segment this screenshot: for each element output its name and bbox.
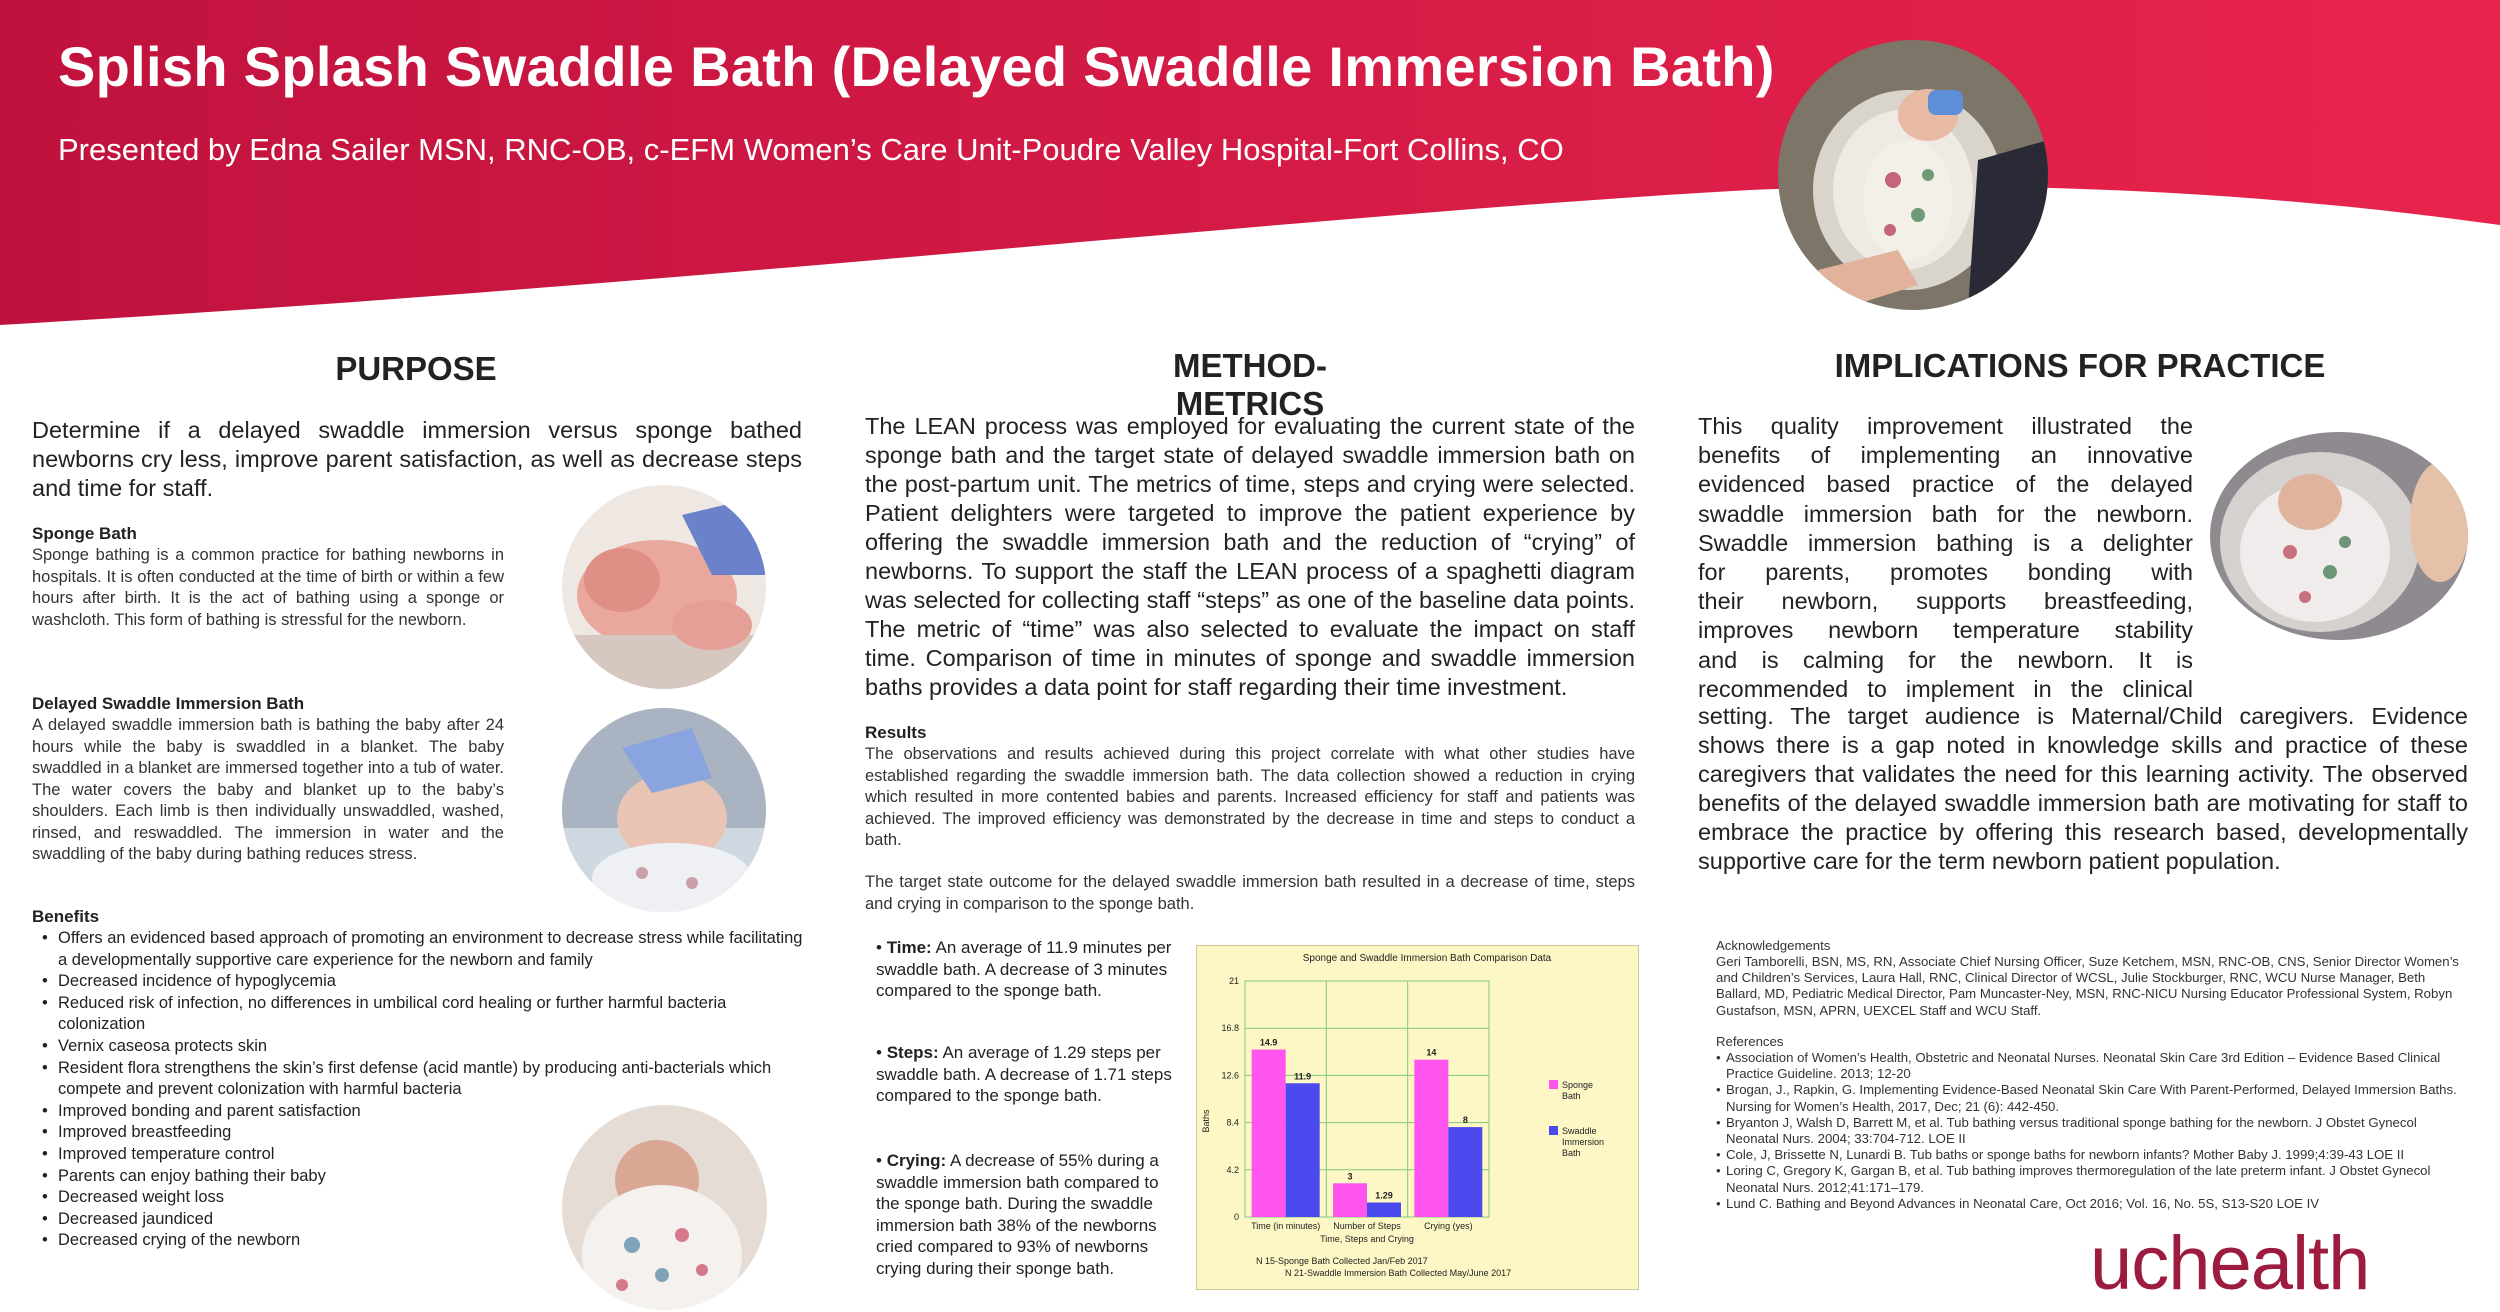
list-item: • Resident flora strengthens the skin’s first defense (acid mantle) by producing anti-bacterials which compete and prevent colonization with harmful bacteria	[32, 1058, 812, 1101]
metric-text: An average of 11.9 minutes per swaddle bath. A decrease of 3 minutes compared to the sponge bath.	[876, 938, 1172, 1000]
results-text: The observations and results achieved during this project correlate with what other studies have established regarding the swaddle immersion bath. The data collection showed a reduction in crying which resulted in more contented babies and parents. Increased efficiency for staff and patients was achieved. The improved efficiency was demonstrated by the decrease in time and steps to conduct a bath.	[865, 745, 1635, 849]
presenter-line: Presented by Edna Sailer MSN, RNC-OB, c-EFM Women’s Care Unit-Poudre Valley Hospital-Fort Collins, CO	[58, 132, 1564, 167]
chart-xlabel: Time, Steps and Crying	[1320, 1234, 1414, 1244]
purpose-intro: Determine if a delayed swaddle immersion versus sponge bathed newborns cry less, improve parent satisfaction, as well as decrease steps and time for staff.	[32, 417, 802, 501]
implications-heading: IMPLICATIONS FOR PRACTICE	[1834, 347, 2326, 384]
y-tick-label: 12.6	[1221, 1070, 1239, 1081]
header-baby-photo	[1778, 40, 2048, 310]
list-item: • Decreased jaundiced	[32, 1209, 812, 1231]
chart-ylabel: Baths	[1201, 1109, 1211, 1133]
metric-steps: • Steps: An average of 1.29 steps per swaddle bath. A decrease of 1.71 steps compared to the sponge bath.	[876, 1043, 1172, 1105]
purpose-heading: PURPOSE	[335, 350, 497, 387]
y-tick-label: 16.8	[1221, 1023, 1239, 1034]
method-heading: METHOD-METRICS	[1173, 347, 1327, 422]
list-item: • Vernix caseosa protects skin	[32, 1036, 812, 1058]
sponge-bath-text: Sponge bathing is a common practice for bathing newborns in hospitals. It is often conducted at the time of birth or within a few hours after birth. It is the act of bathing using a sponge or washcloth. This form of bathing is stressful for the newborn.	[32, 546, 504, 629]
list-item: • Reduced risk of infection, no differences in umbilical cord healing or further harmful bacteria colonization	[32, 993, 812, 1036]
data-label: 1.29	[1375, 1190, 1393, 1201]
data-label: 8	[1462, 1115, 1468, 1126]
list-item: • Cole, J, Brissette N, Lunardi B. Tub baths or sponge baths for newborn infants? Mother Baby J. 1999;4:39-43 LOE II	[1716, 1147, 2468, 1163]
data-label: 14.9	[1259, 1037, 1278, 1048]
acknowledgements-heading: Acknowledgements	[1716, 938, 1831, 953]
parent-baby-photo	[2210, 432, 2468, 640]
list-item: • Offers an evidenced based approach of promoting an environment to decrease stress while facilitating a developmentally supportive care experience for the newborn and family	[32, 928, 812, 971]
target-state-text: The target state outcome for the delayed swaddle immersion bath resulted in a decrease of time, steps and crying in comparison to the sponge bath.	[865, 873, 1635, 913]
chart-note: N 15-Sponge Bath Collected Jan/Feb 2017	[1256, 1256, 1428, 1266]
implications-line: evidenced based practice of the delayed	[1698, 471, 2193, 498]
legend-label: Bath	[1562, 1091, 1581, 1101]
data-label: 14	[1426, 1047, 1437, 1058]
legend-label: Immersion	[1562, 1137, 1605, 1147]
list-item: • Improved breastfeeding	[32, 1122, 812, 1144]
legend-swatch	[1549, 1126, 1558, 1135]
y-tick-label: 0	[1233, 1212, 1239, 1222]
method-intro: The LEAN process was employed for evaluating the current state of the sponge bath and the target state of delayed swaddle immersion bath on the post-partum unit. The metrics of time, steps and crying were selected. Patient delighters were targeted to improve the patient experience by offering the swaddle immersion bath and the reduction of “crying” of newborns. To support the staff the LEAN process of a spaghetti diagram was selected for collecting staff “steps” as one of the baseline data points. The metric of “time” was also selected to evaluate the impact on staff time. Comparison of time in minutes of sponge and swaddle immersion baths provides a data point for staff regarding their time investment.	[865, 413, 1635, 700]
list-item: • Association of Women’s Health, Obstetric and Neonatal Nurses. Neonatal Skin Care 3rd Edition – Evidence Based Clinical Practice Guideline. 2013; 12-20	[1716, 1050, 2468, 1082]
metric-crying: • Crying: A decrease of 55% during a swaddle immersion bath compared to the sponge bath. During the swaddle immersion bath 38% of the newborns cried compared to 93% of newborns crying during their sponge bath.	[876, 1151, 1159, 1278]
metric-text: A decrease of 55% during a swaddle immersion bath compared to the sponge bath. During the swaddle immersion bath 38% of the newborns cried compared to 93% of newborns crying during their sponge bath.	[876, 1151, 1159, 1278]
references-heading: References	[1716, 1034, 1784, 1049]
metric-time: • Time: An average of 11.9 minutes per swaddle bath. A decrease of 3 minutes compared to the sponge bath.	[876, 938, 1172, 1000]
metric-label: Crying:	[886, 1151, 947, 1170]
swaddled-baby-photo	[562, 1105, 767, 1310]
delayed-bath-heading: Delayed Swaddle Immersion Bath	[32, 694, 305, 713]
implications-text-narrow	[1698, 412, 2193, 704]
x-tick-label: Crying (yes)	[1424, 1221, 1473, 1231]
bar-swaddle	[1286, 1083, 1320, 1217]
immersion-bath-photo	[562, 708, 766, 912]
uchealth-logo: uchealth	[2090, 1221, 2370, 1306]
implications-line: their newborn, supports breastfeeding,	[1698, 588, 2193, 615]
list-item: • Loring C, Gregory K, Gargan B, et al. Tub bathing improves thermoregulation of the late preterm infant. J Obstet Gynecol Neonatal Nurs. 2012;41:171–179.	[1716, 1163, 2468, 1195]
bar-sponge	[1414, 1060, 1448, 1217]
results-heading: Results	[865, 723, 927, 742]
implications-line: swaddle immersion bath for the newborn.	[1698, 500, 2193, 527]
implications-line: Swaddle immersion bathing is a delighter	[1698, 529, 2193, 556]
list-item: • Lund C. Bathing and Beyond Advances in Neonatal Care, Oct 2016; Vol. 16, No. 5S, S13-S20 LOE IV	[1716, 1196, 2468, 1212]
list-item: • Decreased weight loss	[32, 1187, 812, 1209]
data-label: 3	[1347, 1171, 1353, 1182]
list-item: • Improved temperature control	[32, 1144, 812, 1166]
chart-svg	[1197, 946, 1638, 1289]
chart-note: N 21-Swaddle Immersion Bath Collected May/June 2017	[1285, 1268, 1512, 1278]
y-tick-label: 21	[1228, 976, 1239, 986]
x-tick-label: Number of Steps	[1333, 1221, 1401, 1231]
references-list	[1716, 1050, 2468, 1212]
implications-line: and is calming for the newborn. It is	[1698, 646, 2193, 673]
delayed-bath-text: A delayed swaddle immersion bath is bathing the baby after 24 hours while the baby is swaddled in a blanket. The baby swaddled in a blanket are immersed together into a tub of water. The water covers the baby and blanket up to the baby’s shoulders. Each limb is then individually unswaddled, washed, rinsed, and reswaddled. The immersion in water and the swaddling of the baby during bathing reduces stress.	[32, 716, 504, 863]
implications-line: benefits of implementing an innovative	[1698, 442, 2193, 469]
implications-line: for parents, promotes bonding with	[1698, 559, 2193, 586]
legend-label: Sponge	[1562, 1080, 1594, 1090]
list-item: • Decreased incidence of hypoglycemia	[32, 971, 812, 993]
poster-title: Splish Splash Swaddle Bath (Delayed Swaddle Immersion Bath)	[58, 35, 1775, 98]
bar-swaddle	[1367, 1203, 1401, 1217]
data-label: 11.9	[1294, 1071, 1312, 1082]
metric-text: An average of 1.29 steps per swaddle bath. A decrease of 1.71 steps compared to the sponge bath.	[876, 1043, 1172, 1105]
benefits-heading: Benefits	[32, 907, 100, 926]
list-item: • Bryanton J, Walsh D, Barrett M, et al. Tub bathing versus traditional sponge bathing for the newborn. J Obstet Gynecol Neonatal Nurs. 2004; 33:704-712. LOE II	[1716, 1115, 2468, 1147]
legend-label: Bath	[1562, 1148, 1581, 1158]
implications-line: This quality improvement illustrated the	[1698, 413, 2193, 439]
header-banner	[0, 0, 2500, 340]
list-item: • Decreased crying of the newborn	[32, 1230, 812, 1252]
acknowledgements-text: Geri Tamborelli, BSN, MS, RN, Associate Chief Nursing Officer, Suze Ketchem, MSN, RNC-OB, CNS, Senior Director Women’s and Children’s Services, Laura Hall, RNC, Clinical Director of WCSL, Julie Stockburger, RNC, WCU Nurse Manager, Beth Ballard, MD, Pediatric Medical Director, Pam Muncaster-Ney, MSN, RNC-NICU Nursing Educator Professional System, Robyn Gustafson, MSN, APRN, UEXCEL Staff and WCU Staff.	[1716, 954, 2459, 1018]
list-item: • Brogan, J., Rapkin, G. Implementing Evidence-Based Neonatal Skin Care With Parent-Performed, Delayed Immersion Baths. Nursing for Women’s Health, 2017, Dec; 21 (6): 442-450.	[1716, 1082, 2468, 1114]
metric-label: Time:	[886, 938, 932, 957]
sponge-bath-heading: Sponge Bath	[32, 524, 137, 543]
bar-swaddle	[1448, 1127, 1482, 1217]
chart-title: Sponge and Swaddle Immersion Bath Comparison Data	[1302, 953, 1552, 964]
metric-label: Steps:	[886, 1043, 939, 1062]
x-tick-label: Time (in minutes)	[1251, 1221, 1321, 1231]
list-item: • Improved bonding and parent satisfaction	[32, 1101, 812, 1123]
bar-sponge	[1333, 1183, 1367, 1217]
y-tick-label: 4.2	[1226, 1164, 1239, 1175]
legend-swatch	[1549, 1080, 1558, 1089]
implications-text-wide: setting. The target audience is Maternal/Child caregivers. Evidence shows there is a gap noted in knowledge skills and practice of these caregivers that validates the need for this learning activity. The observed benefits of the delayed swaddle immersion bath are motivating for staff to embrace the practice by offering this research based, developmentally supportive care for the term newborn patient population.	[1698, 703, 2468, 874]
bar-sponge	[1252, 1050, 1286, 1217]
legend-label: Swaddle	[1562, 1126, 1597, 1136]
comparison-chart	[1196, 945, 1639, 1290]
implications-line: improves newborn temperature stability	[1698, 617, 2193, 644]
y-tick-label: 8.4	[1226, 1117, 1239, 1128]
implications-line: recommended to implement in the clinical	[1698, 675, 2193, 702]
list-item: • Parents can enjoy bathing their baby	[32, 1166, 812, 1188]
sponge-bath-photo	[562, 485, 766, 689]
